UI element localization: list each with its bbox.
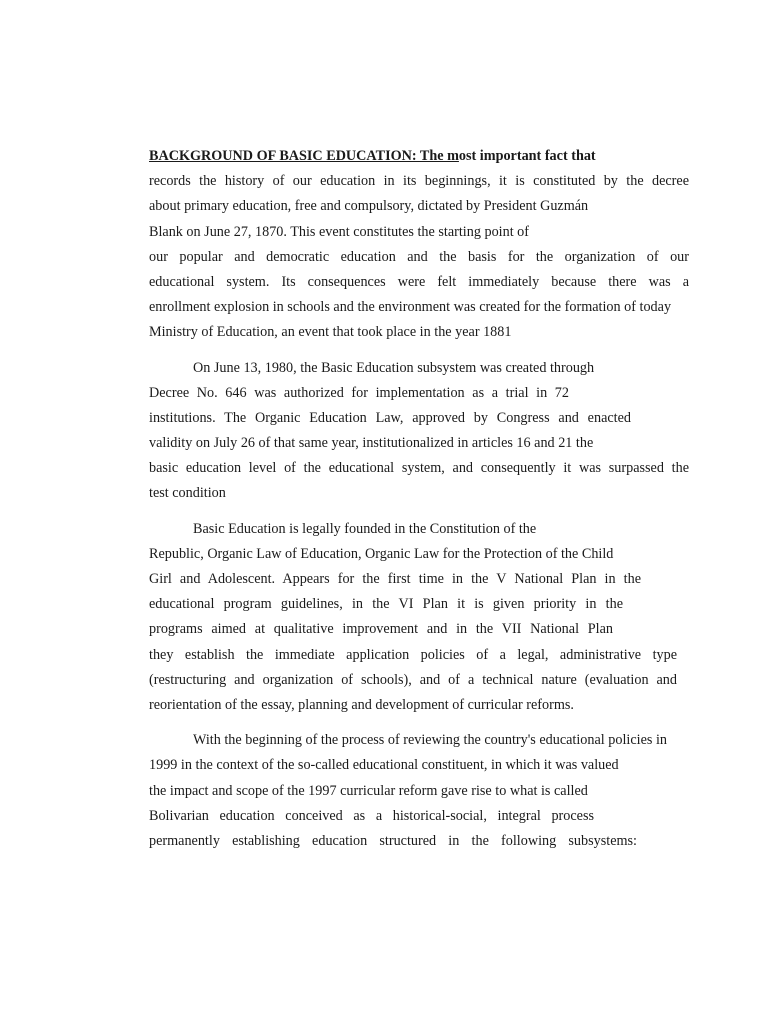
text-line: (restructuring and organization of schools), and of a technical nature (evaluation and — [149, 671, 677, 688]
text-line: 1999 in the context of the so-called educational constituent, in which it was valued — [149, 757, 619, 774]
text-line: Bolivarian education conceived as a historical-social, integral process — [149, 807, 594, 824]
text-line: test condition — [149, 485, 226, 502]
text-line: reorientation of the essay, planning and development of curricular reforms. — [149, 696, 574, 713]
text-line: programs aimed at qualitative improvement and in the VII National Plan — [149, 621, 613, 638]
text-line: Ministry of Education, an event that took place in the year 1881 — [149, 324, 512, 341]
text-line: On June 13, 1980, the Basic Education subsystem was created through — [193, 359, 595, 376]
text-line: Girl and Adolescent. Appears for the first time in the V National Plan in the — [149, 571, 641, 587]
text-line: With the beginning of the process of reviewing the country's educational policies in — [193, 732, 667, 749]
text-line: institutions. The Organic Education Law, approved by Congress and enacted — [149, 409, 631, 426]
paragraph-spacer — [149, 346, 689, 356]
paragraph-1 — [149, 144, 689, 346]
text-line: enrollment explosion in schools and the environment was created for the formation of today — [149, 299, 672, 316]
text-line: Decree No. 646 was authorized for implementation as a trial in 72 — [149, 384, 569, 401]
text-line: Blank on June 27, 1870. This event constitutes the starting point of — [149, 223, 530, 240]
text-line: the impact and scope of the 1997 curricular reform gave rise to what is called — [149, 782, 588, 799]
paragraph-spacer — [149, 507, 689, 517]
text-line: validity on July 26 of that same year, institutionalized in articles 16 and 21 the — [149, 435, 594, 452]
text-line: permanently establishing education structured in the following subsystems: — [149, 832, 637, 849]
text-line: basic education level of the educational system, and consequently it was surpassed the — [149, 460, 689, 477]
document-body — [149, 144, 689, 854]
heading-title: BACKGROUND OF BASIC EDUCATION: The m — [149, 148, 459, 164]
text-line: records the history of our education in its beginnings, it is constituted by the decree — [149, 173, 689, 190]
text-line: educational program guidelines, in the VI Plan it is given priority in the — [149, 596, 623, 613]
text-line: Basic Education is legally founded in the Constitution of the — [193, 520, 537, 537]
heading-line — [149, 144, 689, 169]
text-line: they establish the immediate application policies of a legal, administrative type — [149, 646, 677, 663]
paragraph-2 — [149, 356, 689, 507]
text-line: educational system. Its consequences were felt immediately because there was a — [149, 273, 689, 290]
text-line: our popular and democratic education and the basis for the organization of our — [149, 248, 689, 265]
paragraph-4 — [149, 728, 689, 854]
heading-continuation: ost important fact that — [458, 148, 596, 164]
paragraph-3 — [149, 517, 689, 719]
text-line: Republic, Organic Law of Education, Organic Law for the Protection of the Child — [149, 545, 614, 562]
paragraph-spacer — [149, 718, 689, 728]
text-line: about primary education, free and compulsory, dictated by President Guzmán — [149, 198, 589, 215]
